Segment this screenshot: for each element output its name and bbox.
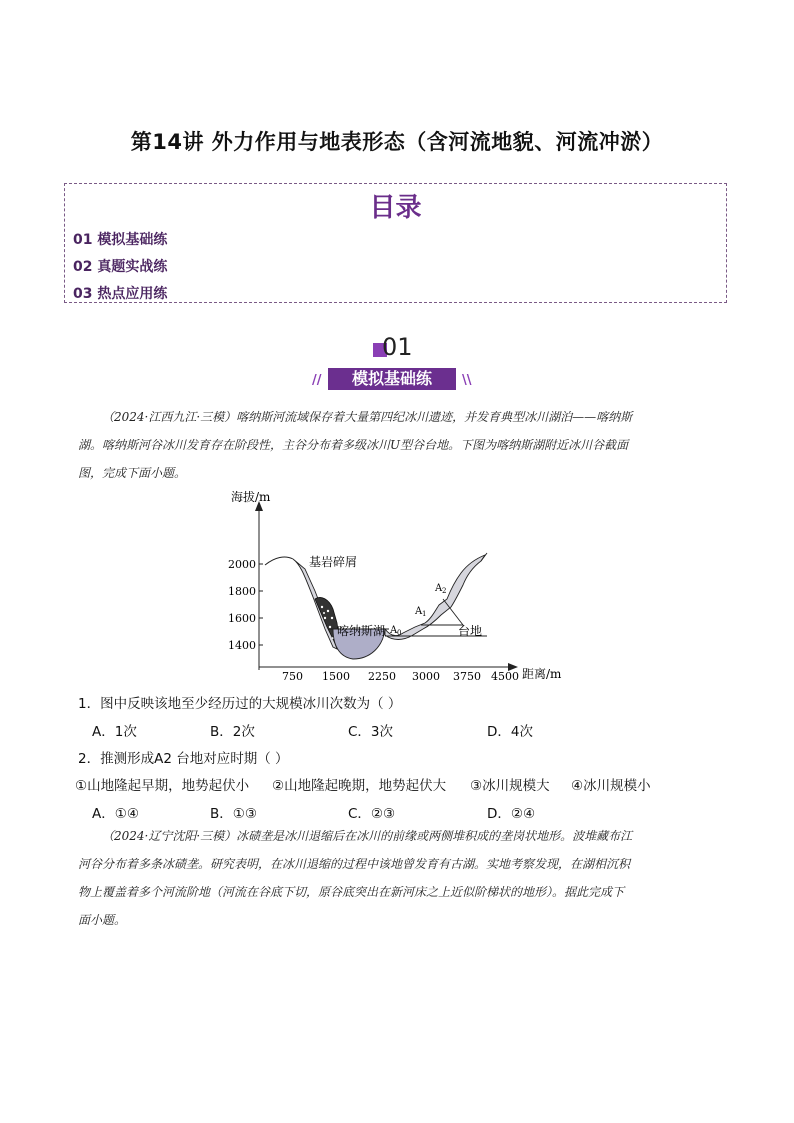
label-a1-sub: 1 bbox=[422, 610, 427, 618]
question-1-option-b[interactable]: B．2次 bbox=[210, 724, 255, 740]
question-2-item-4: ④冰川规模小 bbox=[571, 778, 651, 794]
toc-item-1[interactable]: 01 模拟基础练 bbox=[73, 232, 168, 248]
passage-2-line-1: （2024·辽宁沈阳·三模）冰碛垄是冰川退缩后在冰川的前缘或两侧堆积成的垄岗状地形。波堆藏布江 bbox=[102, 829, 633, 843]
label-kanas-lake: 喀纳斯湖 bbox=[337, 624, 386, 638]
question-2-item-2: ②山地隆起晚期，地势起伏大 bbox=[272, 778, 447, 794]
question-2-stem: 2．推测形成A2 台地对应时期（ ） bbox=[78, 751, 289, 767]
question-2-item-3: ③冰川规模大 bbox=[470, 778, 550, 794]
question-2-option-d[interactable]: D．②④ bbox=[487, 806, 536, 822]
question-1-stem: 1．图中反映该地至少经历过的大规模冰川次数为（ ） bbox=[78, 696, 402, 712]
toc-heading: 目录 bbox=[369, 193, 422, 223]
table-of-contents bbox=[64, 183, 727, 303]
x-axis-label: 距离/m bbox=[522, 667, 562, 681]
question-2-option-c[interactable]: C．②③ bbox=[348, 806, 396, 822]
section-slash-right: \\ bbox=[462, 373, 472, 388]
x-tick-3000: 3000 bbox=[412, 670, 440, 683]
y-axis-label: 海拔/m bbox=[231, 490, 271, 504]
question-2-item-1: ①山地隆起早期，地势起伏小 bbox=[75, 778, 250, 794]
question-1-option-a[interactable]: A．1次 bbox=[92, 724, 137, 740]
passage-2-line-4: 面小题。 bbox=[78, 913, 127, 927]
section-label: 模拟基础练 bbox=[351, 369, 432, 388]
passage-1 bbox=[78, 403, 718, 487]
toc-item-2[interactable]: 02 真题实战练 bbox=[73, 259, 168, 275]
label-bedrock-debris: 基岩碎屑 bbox=[309, 555, 358, 569]
y-tick-1600: 1600 bbox=[228, 612, 256, 625]
toc-item-3[interactable]: 03 热点应用练 bbox=[73, 286, 168, 302]
passage-2-line-3: 物上覆盖着多个河流阶地（河流在谷底下切，原谷底突出在新河床之上近似阶梯状的地形）。据此完成下 bbox=[78, 885, 625, 899]
question-1-option-c[interactable]: C．3次 bbox=[348, 724, 394, 740]
left-ridge bbox=[265, 557, 293, 565]
x-tick-4500: 4500 bbox=[491, 670, 519, 683]
glacial-valley-cross-section bbox=[225, 487, 562, 687]
label-a0: A bbox=[390, 625, 398, 636]
passage-1-line-2: 湖。喀纳斯河谷冰川发育存在阶段性，主谷分布着多级冰川U型谷台地。下图为喀纳斯湖附近冰川谷截面 bbox=[78, 438, 629, 452]
label-a1: A bbox=[415, 606, 423, 617]
y-tick-1800: 1800 bbox=[228, 585, 256, 598]
x-tick-2250: 2250 bbox=[368, 670, 396, 683]
label-terrace: 台地 bbox=[458, 624, 483, 638]
question-2-option-b[interactable]: B．①③ bbox=[210, 806, 257, 822]
section-number: 01 bbox=[382, 333, 413, 361]
page-title: 第14讲 外力作用与地表形态（含河流地貌、河流冲淤） bbox=[130, 130, 664, 154]
x-tick-750: 750 bbox=[282, 670, 303, 683]
passage-2-line-2: 河谷分布着多条冰碛垄。研究表明，在冰川退缩的过程中该地曾发育有古湖。实地考察发现，在湖相沉积 bbox=[78, 857, 631, 871]
passage-1-line-3: 图，完成下面小题。 bbox=[78, 466, 187, 480]
label-a2: A bbox=[435, 583, 443, 594]
question-1-option-d[interactable]: D．4次 bbox=[487, 724, 533, 740]
question-2-option-a[interactable]: A．①④ bbox=[92, 806, 139, 822]
passage-1-line-1: （2024·江西九江·三模）喀纳斯河流域保存着大量第四纪冰川遗迹，并发育典型冰川湖泊——喀纳斯 bbox=[102, 410, 633, 424]
section-slash-left: // bbox=[312, 373, 322, 388]
x-tick-3750: 3750 bbox=[453, 670, 481, 683]
x-tick-1500: 1500 bbox=[322, 670, 350, 683]
passage-2 bbox=[78, 822, 718, 934]
y-tick-2000: 2000 bbox=[228, 558, 256, 571]
label-a2-sub: 2 bbox=[442, 587, 447, 595]
y-tick-1400: 1400 bbox=[228, 639, 256, 652]
label-a0-sub: 0 bbox=[397, 629, 402, 637]
